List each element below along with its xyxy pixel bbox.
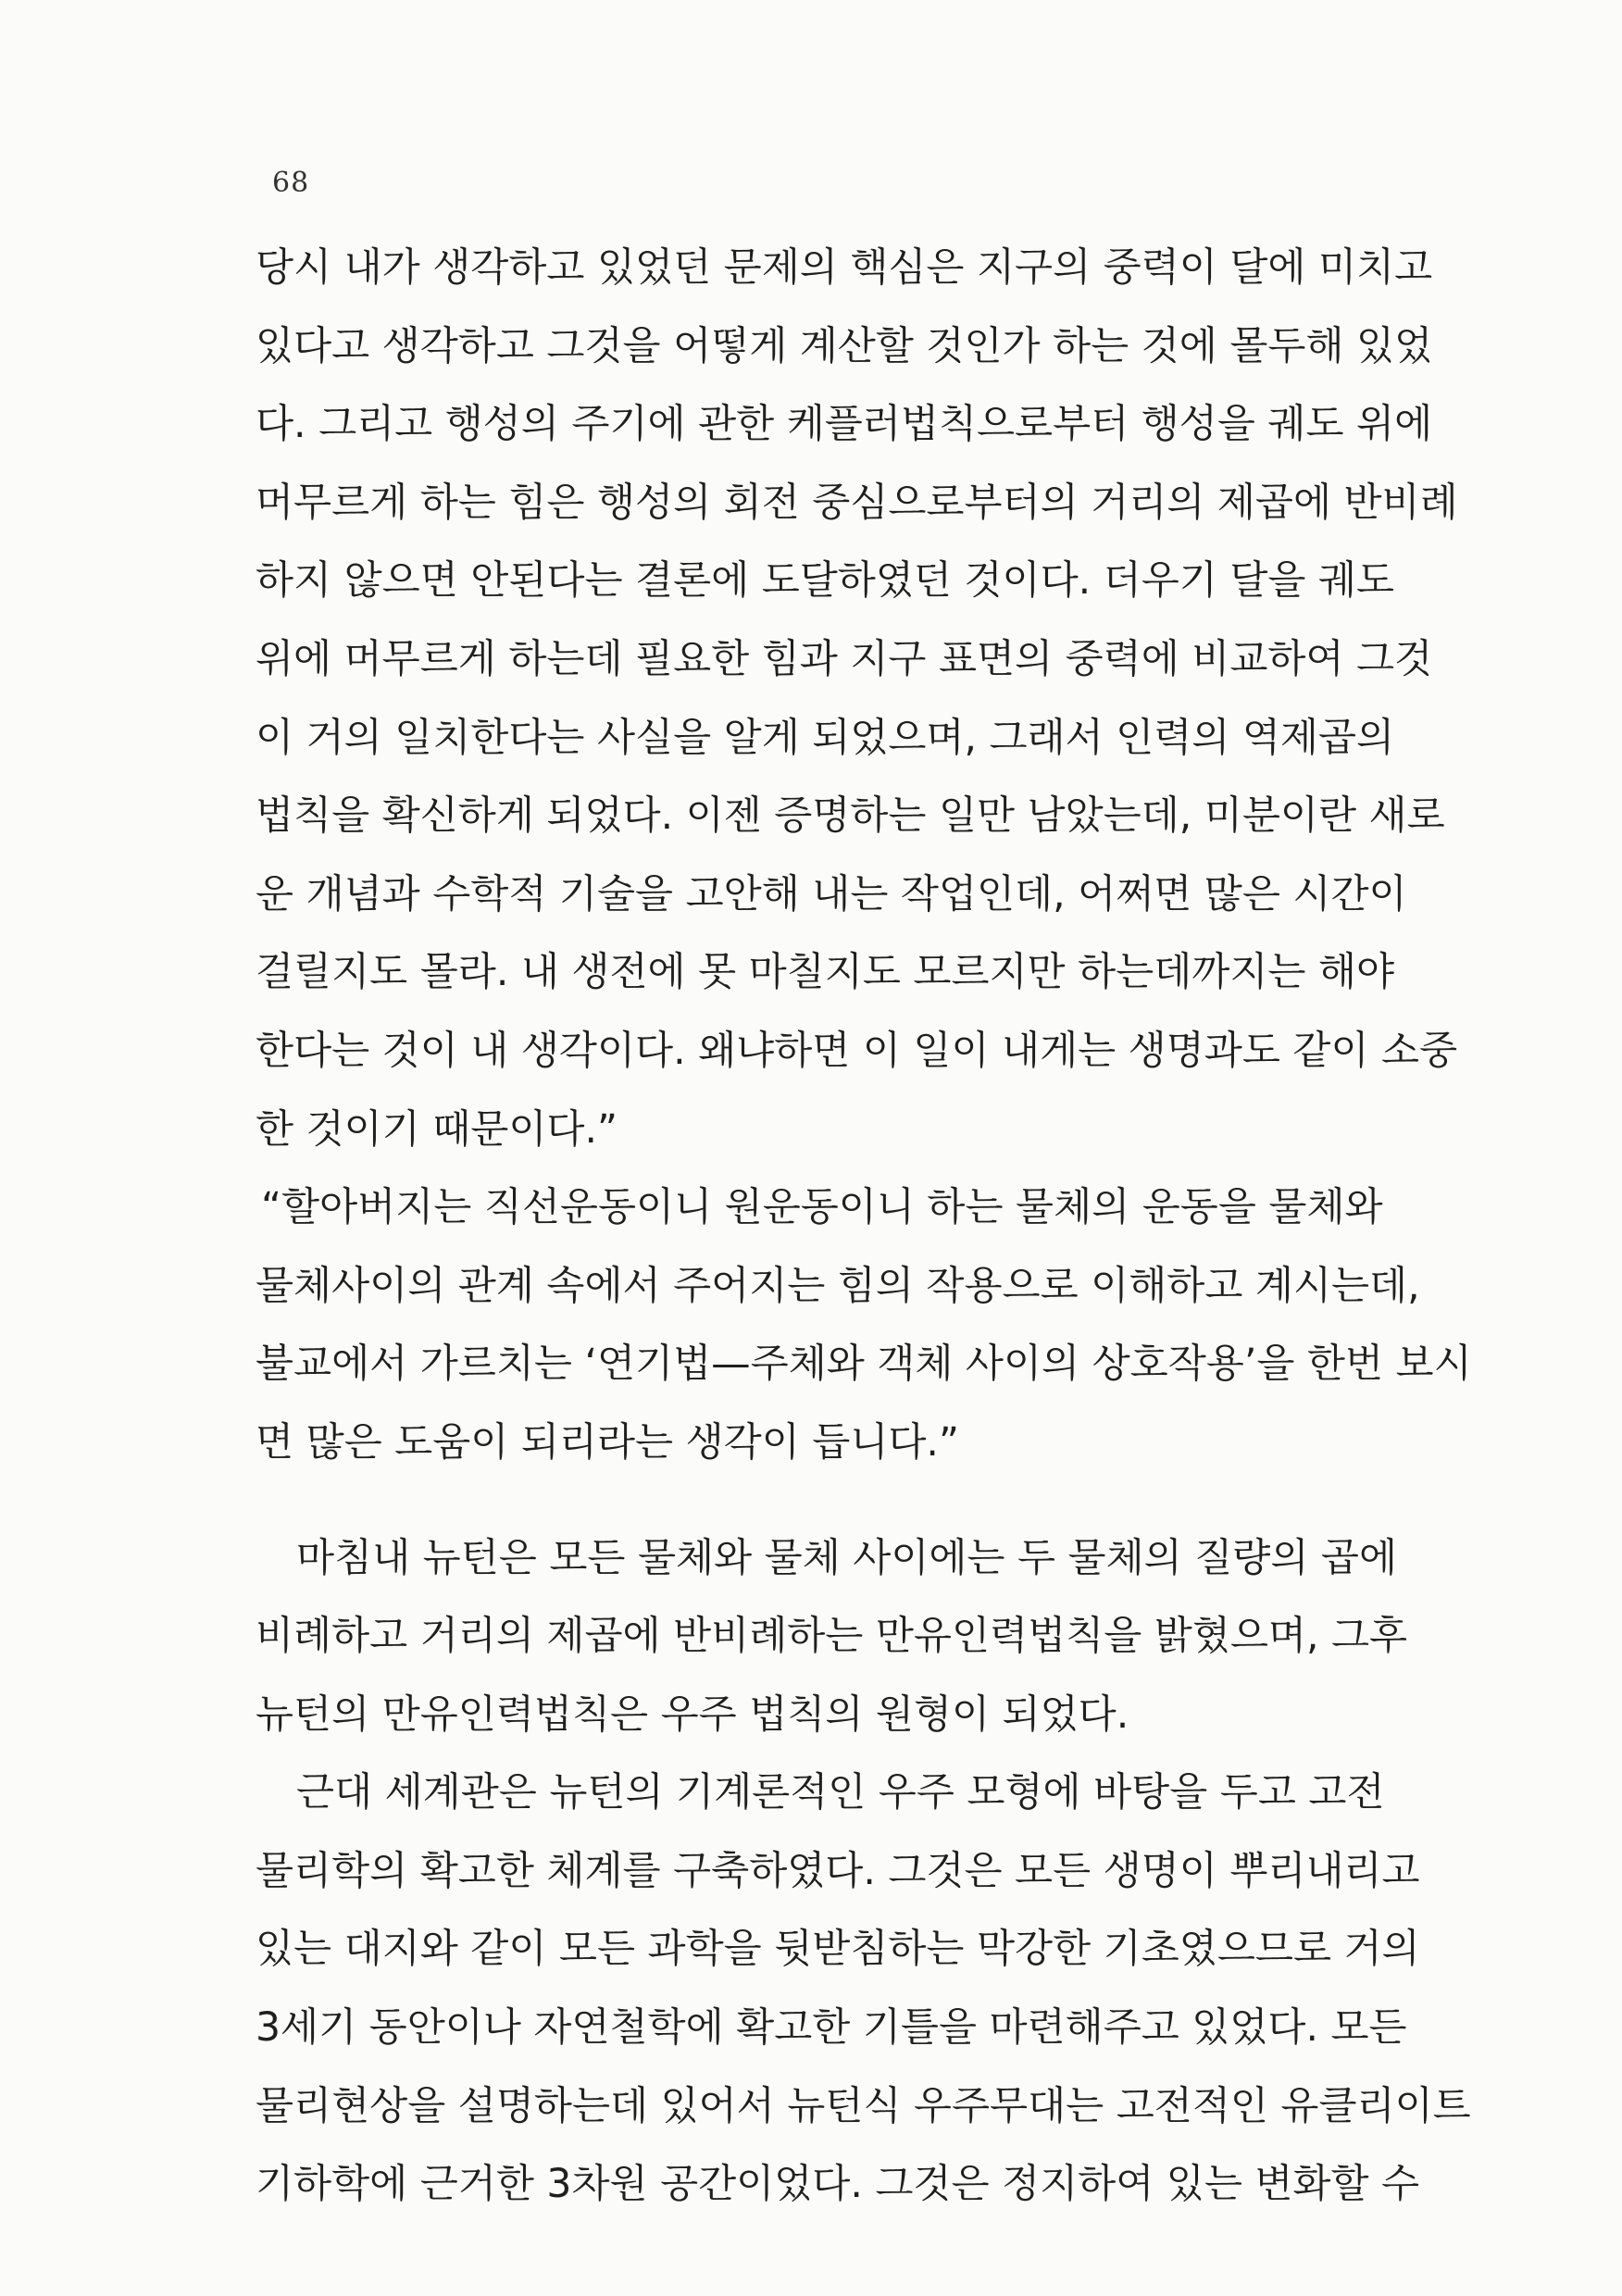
text-line: 뉴턴의 만유인력법칙은 우주 법칙의 원형이 되었다.	[256, 1691, 1129, 1738]
body-text	[256, 230, 1472, 2225]
text-line: 3세기 동안이나 자연철학에 확고한 기틀을 마련해주고 있었다. 모든	[256, 2005, 1407, 2052]
text-line: 이 거의 일치한다는 사실을 알게 되었으며, 그래서 인력의 역제곱의	[256, 715, 1395, 761]
text-line: 마침내 뉴턴은 모든 물체와 물체 사이에는 두 물체의 질량의 곱에	[296, 1535, 1398, 1581]
text-line: “할아버지는 직선운동이니 원운동이니 하는 물체의 운동을 물체와	[261, 1185, 1383, 1231]
text-line: 한다는 것이 내 생각이다. 왜냐하면 이 일이 내게는 생명과도 같이 소중	[256, 1028, 1458, 1074]
text-line: 법칙을 확신하게 되었다. 이젠 증명하는 일만 남았는데, 미분이란 새로	[256, 793, 1445, 840]
page-number: 68	[272, 167, 310, 199]
text-line: 물리학의 확고한 체계를 구축하였다. 그것은 모든 생명이 뿌리내리고	[256, 1848, 1420, 1894]
text-line: 면 많은 도움이 되리라는 생각이 듭니다.”	[256, 1419, 959, 1466]
text-line: 불교에서 가르치는 ‘연기법—주체와 객체 사이의 상호작용’을 한번 보시	[256, 1341, 1472, 1388]
text-line: 비례하고 거리의 제곱에 반비례하는 만유인력법칙을 밝혔으며, 그후	[256, 1614, 1408, 1660]
text-line: 하지 않으면 안된다는 결론에 도달하였던 것이다. 더우기 달을 궤도	[256, 558, 1395, 605]
text-line: 근대 세계관은 뉴턴의 기계론적인 우주 모형에 바탕을 두고 고전	[296, 1770, 1385, 1816]
paragraph-4	[256, 1754, 1471, 2225]
paragraph-3	[256, 1520, 1408, 1755]
text-line: 기하학에 근거한 3차원 공간이었다. 그것은 정지하여 있는 변화할 수	[256, 2162, 1420, 2208]
text-line: 위에 머무르게 하는데 필요한 힘과 지구 표면의 중력에 비교하여 그것	[256, 636, 1433, 682]
text-line: 물체사이의 관계 속에서 주어지는 힘의 작용으로 이해하고 계시는데,	[256, 1263, 1420, 1309]
text-line: 물리현상을 설명하는데 있어서 뉴턴식 우주무대는 고전적인 유클리이트	[256, 2083, 1471, 2129]
paragraph-2	[256, 1169, 1472, 1482]
text-line: 다. 그리고 행성의 주기에 관한 케플러법칙으로부터 행성을 궤도 위에	[256, 402, 1433, 448]
text-line: 머무르게 하는 힘은 행성의 회전 중심으로부터의 거리의 제곱에 반비례	[256, 480, 1458, 526]
text-line: 있는 대지와 같이 모든 과학을 뒷받침하는 막강한 기초였으므로 거의	[256, 1927, 1420, 1973]
text-line: 당시 내가 생각하고 있었던 문제의 핵심은 지구의 중력이 달에 미치고	[256, 245, 1433, 291]
text-line: 운 개념과 수학적 기술을 고안해 내는 작업인데, 어쩌면 많은 시간이	[256, 871, 1407, 917]
text-line: 있다고 생각하고 그것을 어떻게 계산할 것인가 하는 것에 몰두해 있었	[256, 323, 1433, 369]
text-line: 한 것이기 때문이다.”	[256, 1106, 618, 1153]
text-line: 걸릴지도 몰라. 내 생전에 못 마칠지도 모르지만 하는데까지는 해야	[256, 950, 1395, 996]
paragraph-1	[256, 230, 1458, 1169]
